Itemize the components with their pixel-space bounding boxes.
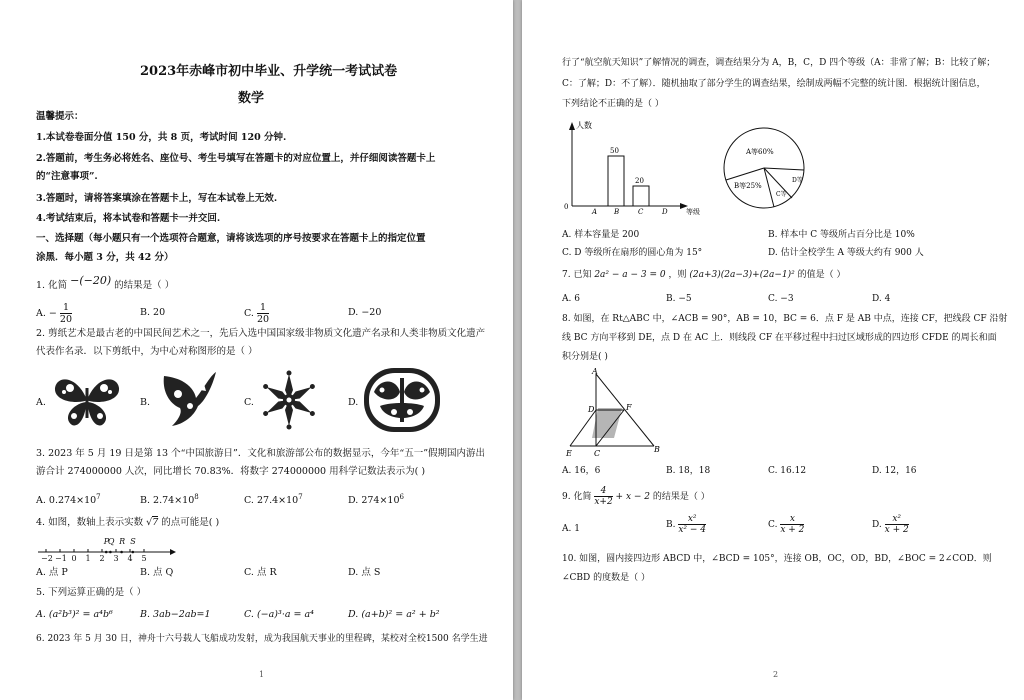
q1-option-c[interactable] xyxy=(244,302,269,325)
q6-option-a[interactable]: A. 样本容量是 200 xyxy=(562,230,640,240)
q3-b-base: 2.74×10 xyxy=(153,495,195,507)
q1-stem-post: 的结果是（ ） xyxy=(114,280,175,291)
number-line-point-s xyxy=(132,551,135,554)
question-2-line2: 代表作名录．以下剪纸中，为中心对称图形的是（ ） xyxy=(36,346,258,357)
q6-cont-line3: 下列结论不正确的是（ ） xyxy=(562,99,664,109)
fig-label-d: D xyxy=(588,405,595,414)
page-number-2: 2 xyxy=(773,670,779,679)
q9-c-den: x + 2 xyxy=(780,525,805,535)
q3-d-exp: 6 xyxy=(399,493,404,501)
question-3-line2: 游合计 274000000 人次，同比增长 70.83%．将数字 274000000 用科学记数法表示为( ) xyxy=(36,466,426,477)
page-number-1: 1 xyxy=(259,670,265,679)
q9-c-num: x xyxy=(780,514,804,525)
number-line-tick-label: 4 xyxy=(127,554,133,563)
q3-b-label: B. xyxy=(140,495,151,507)
q6-cont-line2: C：了解；D：不了解）．随机抽取了部分学生的调查结果，绘制成两幅不完整的统计图．根据统计图信息， xyxy=(562,79,986,89)
bar-chart-origin: 0 xyxy=(564,203,569,211)
q4-stem-pre: 4. 如图，数轴上表示实数 xyxy=(36,517,144,528)
triangle-figure xyxy=(562,366,672,458)
q2-option-a[interactable]: A. xyxy=(36,397,46,408)
q3-option-a[interactable] xyxy=(36,490,101,508)
number-line-point-r xyxy=(120,551,123,554)
question-6-line1: 6. 2023 年 5 月 30 日，神舟十六号载人飞船成功发射，成为我国航天事业的里程碑，某校对全校1500 名学生进 xyxy=(36,634,488,644)
q1-option-a-fraction xyxy=(60,302,72,325)
q3-c-exp: 7 xyxy=(298,493,303,501)
q9-option-c[interactable] xyxy=(768,514,804,535)
bar-chart-y-label: 人数 xyxy=(576,121,592,130)
q9-stem-pre: 9. 化简 xyxy=(562,492,592,502)
pie-label-d: D等 xyxy=(792,177,803,184)
q9-c-fraction xyxy=(780,514,804,535)
q6-cont-line1: 行了“航空航天知识”了解情况的调查，调查结果分为 A，B，C，D 四个等级（A：非常了解；B：比较了解； xyxy=(562,58,996,68)
q1-expression: −(−20) xyxy=(70,274,112,287)
q3-d-label: D. xyxy=(348,495,359,507)
fig-label-c: C xyxy=(594,449,601,458)
q2-option-d[interactable]: D. xyxy=(348,397,359,408)
q9-b-num: x² xyxy=(678,514,706,525)
number-line-tick-label: 1 xyxy=(85,554,91,563)
q7-option-b[interactable]: B. −5 xyxy=(666,294,692,304)
number-line-point-label-p: P xyxy=(103,537,110,546)
q4-sqrt-expression: √7 xyxy=(146,517,159,528)
page-2 xyxy=(522,0,1024,700)
q6-option-b[interactable]: B. 样本中 C 等级所占百分比是 10% xyxy=(768,230,915,240)
q7-stem-post: 的值是（ ） xyxy=(797,270,846,280)
q9-option-d[interactable] xyxy=(872,514,909,535)
q1-c-den: 20 xyxy=(256,314,270,325)
number-line-point-label-r: R xyxy=(119,537,126,546)
number-line-point-p xyxy=(105,551,108,554)
question-8-line1: 8. 如图，在 Rt△ABC 中，∠ACB = 90°，AB = 10，BC = 6．点 F 是 AB 中点，连接 CF，把线段 CF 沿射 xyxy=(562,314,1008,324)
q1-c-num: 1 xyxy=(257,302,269,314)
q3-a-exp: 7 xyxy=(96,493,101,501)
number-line-point-label-q: Q xyxy=(107,537,115,546)
q4-stem-post: 的点可能是( ) xyxy=(161,517,220,528)
q1-option-d-label: D. xyxy=(348,307,359,318)
q7-stem-mid: ，则 xyxy=(668,270,687,280)
question-3-line1: 3. 2023 年 5 月 19 日是第 13 个“中国旅游日”．文化和旅游部公布的数据显示，今年“五一”假期国内游出 xyxy=(36,448,486,459)
q6-option-d[interactable]: D. 估计全校学生 A 等级大约有 900 人 xyxy=(768,248,924,258)
question-8-line3: 积分别是( ) xyxy=(562,352,608,362)
notice-title: 温馨提示： xyxy=(36,111,84,122)
q9-d-den: x + 2 xyxy=(884,525,909,535)
q9-b-label: B. xyxy=(666,520,676,530)
bar-c-value-label: 20 xyxy=(635,177,644,185)
q1-option-d-text: −20 xyxy=(361,307,382,318)
question-7-stem xyxy=(562,268,845,282)
q1-stem-pre: 1. 化简 xyxy=(36,280,68,291)
number-line-tick-label: 5 xyxy=(141,554,147,563)
bar-cat-d: D xyxy=(662,208,668,216)
q7-condition: 2a² − a − 3 = 0 xyxy=(594,270,666,280)
notice-4: 4.考试结束后，将本试卷和答题卡一并交回. xyxy=(36,213,221,224)
q1-option-a[interactable] xyxy=(36,302,72,325)
q4-option-a[interactable]: A. 点 P xyxy=(36,567,68,578)
bar-chart xyxy=(562,118,712,218)
q9-stem-mid: + x − 2 xyxy=(615,492,651,502)
q1-a-den: 20 xyxy=(59,314,73,325)
q9-d-label: D. xyxy=(872,520,882,530)
section-1-heading: 一、选择题（每小题只有一个选项符合题意，请将该选项的序号按要求在答题卡上的指定位置 xyxy=(36,233,426,244)
number-line-point-q xyxy=(109,551,112,554)
pie-chart xyxy=(718,124,818,214)
q4-sqrt-radicand: 7 xyxy=(152,517,159,528)
q3-d-base: 274×10 xyxy=(361,495,400,507)
notice-1: 1.本试卷卷面分值 150 分，共 8 页，考试时间 120 分钟. xyxy=(36,132,287,143)
fish-papercut-image xyxy=(362,366,442,434)
q9-d-fraction xyxy=(885,514,909,535)
swallow-papercut-image xyxy=(154,368,220,430)
q5-option-a[interactable]: A. (a²b³)² = a⁴b⁶ xyxy=(36,609,113,620)
question-4-stem xyxy=(36,516,219,530)
number-line-point-label-s: S xyxy=(130,537,136,546)
q2-option-b[interactable]: B. xyxy=(140,397,151,408)
pie-divider-ad xyxy=(764,168,804,170)
line-ed xyxy=(570,410,596,446)
q9-option-b[interactable] xyxy=(666,514,706,535)
q7-option-c[interactable]: C. −3 xyxy=(768,294,794,304)
question-10-line2: ∠CBD 的度数是（ ） xyxy=(562,573,650,583)
number-line-tick-label: −2 xyxy=(41,554,53,563)
q9-frac-num: 4 xyxy=(594,486,612,497)
pie-label-b: B等25% xyxy=(734,182,762,190)
q9-c-label: C. xyxy=(768,520,778,530)
q9-fraction xyxy=(594,486,612,507)
q9-option-a[interactable] xyxy=(562,522,580,536)
notice-2-cont: 的“注意事项”. xyxy=(36,171,98,182)
q1-option-a-sign: − xyxy=(48,308,57,319)
q7-stem-pre: 7. 已知 xyxy=(562,270,592,280)
q5-option-b[interactable]: B. 3ab−2ab=1 xyxy=(140,609,211,620)
bar-cat-a: A xyxy=(592,208,598,216)
page-gap xyxy=(513,0,522,700)
snowflake-papercut-image xyxy=(258,370,320,430)
q7-option-d[interactable]: D. 4 xyxy=(872,294,891,304)
q7-option-a[interactable]: A. 6 xyxy=(562,294,580,304)
fig-label-a: A xyxy=(592,367,598,376)
q7-expression: (2a+3)(2a−3)+(2a−1)² xyxy=(689,270,795,280)
q6-option-c[interactable]: C. D 等级所在扇形的圆心角为 15° xyxy=(562,248,703,258)
number-line-tick-label: 2 xyxy=(99,554,105,563)
fig-label-b: B xyxy=(654,445,660,454)
q4-option-c[interactable]: C. 点 R xyxy=(244,567,277,578)
q9-b-den: x² − 4 xyxy=(678,525,707,535)
q9-d-num: x² xyxy=(885,514,909,525)
bar-b-value-label: 50 xyxy=(610,147,619,155)
notice-3: 3.答题时，请将答案填涂在答题卡上，写在本试卷上无效. xyxy=(36,193,278,204)
fig-label-f: F xyxy=(626,403,632,412)
q1-option-c-label: C. xyxy=(244,308,254,319)
subject-title: 数学 xyxy=(238,91,265,106)
q8-option-c[interactable]: C. 16.12 xyxy=(768,466,807,476)
q4-option-b[interactable]: B. 点 Q xyxy=(140,567,174,578)
fig-label-e: E xyxy=(566,449,572,458)
q3-b-exp: 8 xyxy=(194,493,199,501)
section-1-heading-cont: 涂黑．每小题 3 分，共 42 分） xyxy=(36,252,174,263)
bar-b xyxy=(608,156,624,206)
pie-label-c: C等 xyxy=(776,191,787,198)
q3-a-label: A. xyxy=(36,495,46,507)
q9-a-text: 1 xyxy=(574,524,580,534)
q9-b-fraction xyxy=(678,514,706,535)
question-10-line1: 10. 如图，圆内接四边形 ABCD 中，∠BCD = 105°，连接 OB，OC，OD，BD，∠BOC = 2∠COD．则 xyxy=(562,554,992,564)
q3-option-d[interactable] xyxy=(348,490,404,508)
number-line-figure xyxy=(36,532,176,564)
question-5-stem: 5. 下列运算正确的是（ ） xyxy=(36,587,147,598)
number-line-tick-label: −1 xyxy=(55,554,67,563)
q3-c-label: C. xyxy=(244,495,254,507)
q3-option-c[interactable] xyxy=(244,490,303,508)
bar-cat-c: C xyxy=(638,208,644,216)
q1-a-num: 1 xyxy=(60,302,72,314)
q8-option-d[interactable]: D. 12，16 xyxy=(872,466,917,476)
q3-option-b[interactable] xyxy=(140,490,199,508)
q9-stem-post: 的结果是（ ） xyxy=(652,492,710,502)
q1-option-d[interactable] xyxy=(348,306,381,320)
question-8-line2: 线 BC 方向平移到 DE，点 D 在 AC 上．则线段 CF 在平移过程中扫过区域形成的四边形 CFDE 的周长和面 xyxy=(562,333,997,343)
q3-c-base: 27.4×10 xyxy=(256,495,299,507)
notice-2: 2.答题前，考生务必将姓名、座位号、考生号填写在答题卡的对应位置上，并仔细阅读答题卡上 xyxy=(36,153,436,164)
q1-option-b-label: B. xyxy=(140,307,151,318)
q8-option-b[interactable]: B. 18，18 xyxy=(666,466,711,476)
q1-option-c-fraction xyxy=(257,302,269,325)
q1-option-b[interactable] xyxy=(140,306,165,320)
q5-option-d[interactable]: D. (a+b)² = a² + b² xyxy=(348,609,440,620)
y-axis-arrow xyxy=(569,122,575,130)
question-1-stem xyxy=(36,274,175,293)
q9-frac-den: x+2 xyxy=(594,497,613,507)
bar-c xyxy=(633,186,649,206)
number-line-tick-label: 3 xyxy=(113,554,119,563)
q9-a-label: A. xyxy=(562,524,572,534)
question-2-line1: 2. 剪纸艺术是最古老的中国民间艺术之一，先后入选中国国家级非物质文化遗产名录和人类非物质文化遗产 xyxy=(36,328,486,339)
q2-option-c[interactable]: C. xyxy=(244,397,254,408)
q3-a-base: 0.274×10 xyxy=(48,495,97,507)
pie-divider-ab xyxy=(726,168,764,180)
q1-option-a-label: A. xyxy=(36,308,46,319)
pie-label-a: A等60% xyxy=(746,148,774,156)
q8-option-a[interactable]: A. 16，6 xyxy=(562,466,601,476)
number-line-tick-label: 0 xyxy=(71,554,77,563)
bar-chart-x-label: 等级 xyxy=(686,208,700,216)
question-9-stem xyxy=(562,486,710,507)
exam-title: 2023年赤峰市初中毕业、升学统一考试试卷 xyxy=(140,64,398,79)
q5-option-c[interactable]: C. (−a)³·a = a⁴ xyxy=(244,609,314,620)
q4-option-d[interactable]: D. 点 S xyxy=(348,567,381,578)
bar-cat-b: B xyxy=(614,208,620,216)
q1-option-b-text: 20 xyxy=(153,307,166,318)
butterfly-papercut-image xyxy=(52,370,122,430)
